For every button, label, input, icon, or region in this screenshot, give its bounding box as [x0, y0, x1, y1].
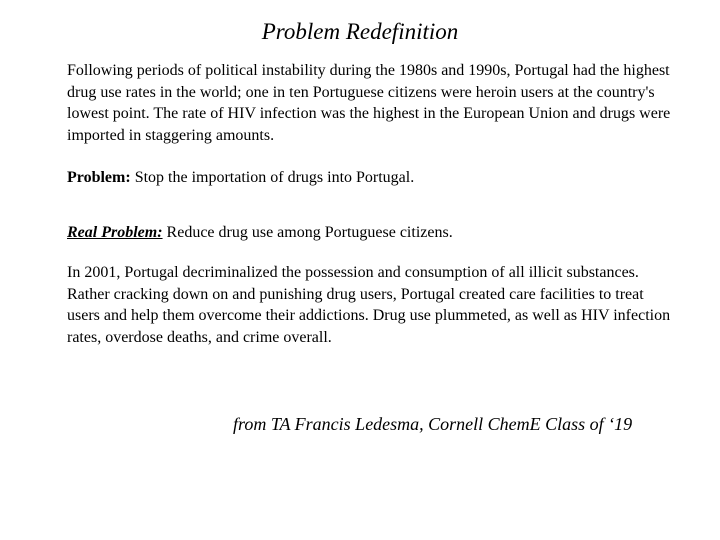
slide-title: Problem Redefinition	[261, 19, 459, 44]
attribution: from TA Francis Ledesma, Cornell ChemE Class of ‘19	[233, 414, 633, 434]
problem-text: Stop the importation of drugs into Portugal.	[134, 169, 415, 186]
real-problem-text: Reduce drug use among Portuguese citizens.	[166, 224, 453, 241]
real-problem-statement	[67, 222, 677, 244]
problem-label: Problem:	[67, 169, 131, 186]
outcome-paragraph: In 2001, Portugal decriminalized the possession and consumption of all illicit substances. Rather cracking down on and punishing drug users, Portugal created care facilities to treat users and help them overcome their addictions. Drug use plummeted, as well as HIV infection rates, overdose deaths, and crime overall.	[67, 264, 671, 346]
problem-statement	[67, 167, 677, 189]
intro-paragraph: Following periods of political instability during the 1980s and 1990s, Portugal had the highest drug use rates in the world; one in ten Portuguese citizens were heroin users at the country's lowest point. The rate of HIV infection was the highest in the European Union and drugs were imported in staggering amounts.	[67, 62, 671, 144]
real-problem-label: Real Problem:	[67, 224, 163, 241]
